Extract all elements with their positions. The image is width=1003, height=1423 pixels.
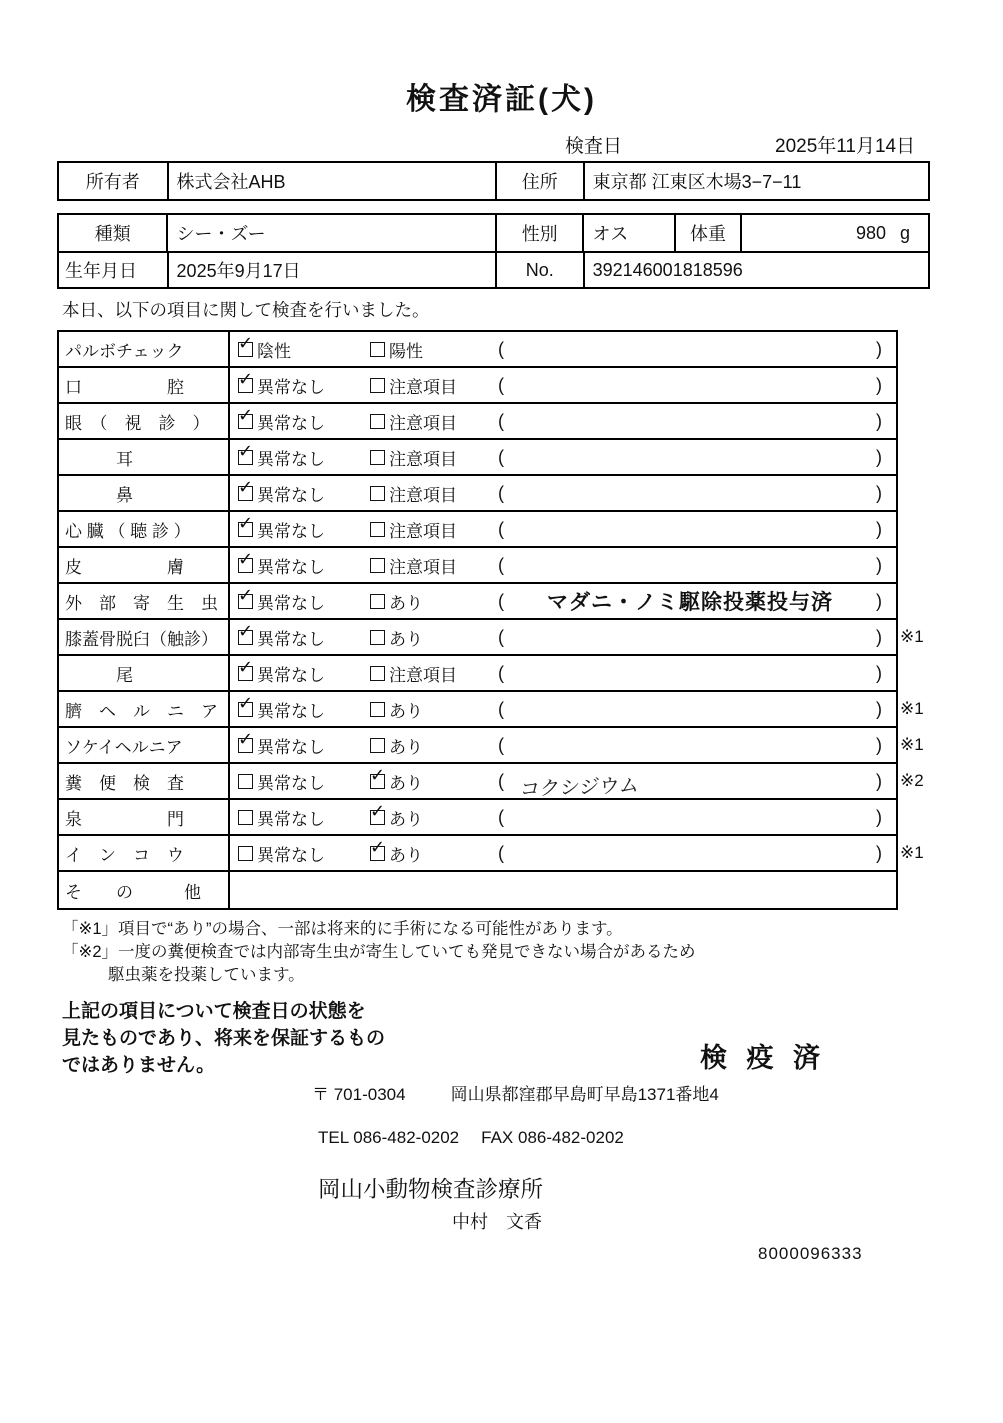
checkbox-caution[interactable] xyxy=(370,486,385,501)
checkbox-present[interactable] xyxy=(370,594,385,609)
clinic-address: 岡山県都窪郡早島町早島1371番地4 xyxy=(450,1085,719,1104)
option-normal xyxy=(238,476,325,510)
row-content xyxy=(230,512,896,546)
checkbox-label: 異常なし xyxy=(257,413,325,433)
birth-value: 2025年9月17日 xyxy=(167,253,495,287)
statement-text: 本日、以下の項目に関して検査を行いました。 xyxy=(62,300,430,320)
weight-unit: g xyxy=(899,222,910,243)
option-normal xyxy=(238,656,325,690)
footnotes xyxy=(62,918,696,987)
row-content xyxy=(230,584,896,618)
row-label: 口 腔 xyxy=(59,368,230,402)
remarks-field xyxy=(498,512,882,546)
inspection-table xyxy=(57,330,924,910)
row-label: 眼 （ 視 診 ） xyxy=(59,404,230,438)
sex-label: 性別 xyxy=(495,215,583,251)
table-row-skin xyxy=(59,548,896,584)
row-note: ※1 xyxy=(900,843,924,862)
table-row-inguinal-hernia xyxy=(59,728,924,764)
checkbox-caution[interactable] xyxy=(370,414,385,429)
sex-value: オス xyxy=(582,215,674,251)
checkbox-caution[interactable] xyxy=(370,378,385,393)
checkbox-normal[interactable] xyxy=(238,774,253,789)
no-value: 392146001818596 xyxy=(583,253,928,287)
disclaimer-line-1: 上記の項目について検査日の状態を xyxy=(62,1001,366,1022)
option-normal xyxy=(238,836,325,870)
checkbox-normal[interactable] xyxy=(238,666,253,681)
table-row-tail xyxy=(59,656,896,692)
checkbox-label: 注意項目 xyxy=(389,377,457,397)
remarks-field xyxy=(498,476,882,510)
checkbox-positive[interactable] xyxy=(370,342,385,357)
checkbox-label: 陽性 xyxy=(389,341,423,361)
checkbox-label: あり xyxy=(389,809,423,829)
option-caution xyxy=(370,476,457,510)
option-normal xyxy=(238,584,325,618)
postal-code: 〒 701-0304 xyxy=(312,1085,406,1104)
checkbox-label: あり xyxy=(389,593,423,613)
checkbox-normal[interactable] xyxy=(238,522,253,537)
row-note: ※2 xyxy=(900,771,924,790)
owner-row xyxy=(59,163,928,199)
weight-value xyxy=(740,215,928,251)
checkbox-label: 注意項目 xyxy=(389,557,457,577)
option-present xyxy=(370,584,423,618)
clinic-name: 岡山小動物検査診療所 xyxy=(318,1177,544,1202)
table-row-heart xyxy=(59,512,896,548)
checkbox-caution[interactable] xyxy=(370,522,385,537)
veterinarian-name: 中村 文香 xyxy=(452,1212,542,1232)
checkbox-caution[interactable] xyxy=(370,666,385,681)
disclaimer xyxy=(62,998,385,1079)
table-row-ears xyxy=(59,440,896,476)
address-value: 東京都 江東区木場3−7−11 xyxy=(583,163,928,199)
row-content xyxy=(230,836,896,870)
checkbox-label: あり xyxy=(389,629,423,649)
disclaimer-line-2: 見たものであり、将来を保証するもの xyxy=(62,1028,386,1049)
table-row-patella xyxy=(59,620,924,656)
option-present xyxy=(370,800,423,834)
row-content xyxy=(230,728,896,762)
checkbox-label: 異常なし xyxy=(257,629,325,649)
table-row-nose xyxy=(59,476,896,512)
row-content xyxy=(230,800,896,834)
remarks-field xyxy=(498,332,882,366)
row-content xyxy=(230,548,896,582)
remarks-field xyxy=(498,692,882,726)
row-content xyxy=(230,440,896,474)
checkbox-label: 異常なし xyxy=(257,521,325,541)
option-normal xyxy=(238,440,325,474)
row-content xyxy=(230,620,896,654)
checkbox-label: 異常なし xyxy=(257,701,325,721)
checkbox-label: 陰性 xyxy=(257,341,291,361)
checkbox-normal[interactable] xyxy=(238,630,253,645)
footnote-2b: 駆虫薬を投薬しています。 xyxy=(108,966,305,984)
owner-label: 所有者 xyxy=(85,172,140,192)
checkbox-normal[interactable] xyxy=(238,414,253,429)
checkbox-present[interactable] xyxy=(370,702,385,717)
birth-label: 生年月日 xyxy=(65,261,137,281)
tel-row xyxy=(318,1128,624,1148)
checkbox-present[interactable] xyxy=(370,774,385,789)
postal-row xyxy=(312,1080,719,1105)
footnote-1: 「※1」項目で“あり”の場合、一部は将来的に手術になる可能性があります。 xyxy=(62,920,623,938)
type-value: シー・ズー xyxy=(166,215,494,251)
checkbox-normal[interactable] xyxy=(238,378,253,393)
option-caution xyxy=(370,656,457,690)
option-caution xyxy=(370,548,457,582)
row-label: ソケイヘルニア xyxy=(59,728,230,762)
row-label: 臍 ヘ ル ニ ア xyxy=(59,692,230,726)
row-label: 外 部 寄 生 虫 xyxy=(59,584,230,618)
serial-number: 8000096333 xyxy=(758,1244,863,1263)
row-content xyxy=(230,332,896,366)
option-present xyxy=(370,764,423,798)
table-row-eyes xyxy=(59,404,896,440)
checkbox-present[interactable] xyxy=(370,810,385,825)
row-label: 膝蓋骨脱臼（触診） xyxy=(59,620,230,654)
checkbox-label: 注意項目 xyxy=(389,485,457,505)
checkbox-normal[interactable] xyxy=(238,594,253,609)
checkbox-negative[interactable] xyxy=(238,342,253,357)
option-normal xyxy=(238,368,325,402)
option-present xyxy=(370,728,423,762)
option-present xyxy=(370,836,423,870)
owner-table xyxy=(57,161,930,201)
table-row-fecal-exam xyxy=(59,764,924,801)
table-row-parvo xyxy=(59,332,896,368)
checkbox-caution[interactable] xyxy=(370,558,385,573)
checkbox-label: 異常なし xyxy=(257,809,325,829)
checkbox-label: 異常なし xyxy=(257,845,325,865)
option-caution xyxy=(370,440,457,474)
no-label: No. xyxy=(495,253,583,287)
row-label: 泉 門 xyxy=(59,800,230,834)
checkbox-present[interactable] xyxy=(370,738,385,753)
checkbox-normal[interactable] xyxy=(238,738,253,753)
checkbox-normal[interactable] xyxy=(238,810,253,825)
checkbox-normal[interactable] xyxy=(238,702,253,717)
checkbox-label: 異常なし xyxy=(257,557,325,577)
footnote-2: 「※2」一度の糞便検査では内部寄生虫が寄生していても発見できない場合があるため xyxy=(62,943,696,961)
row-content xyxy=(230,656,896,690)
checkbox-present[interactable] xyxy=(370,630,385,645)
remarks-field: ( マダニ・ノミ駆除投薬投与済 ) xyxy=(498,584,882,618)
option-normal xyxy=(238,512,325,546)
owner-value: 株式会社AHB xyxy=(167,163,495,199)
handwritten-note: ( コクシジウム xyxy=(518,774,641,801)
fax-number: FAX 086-482-0202 xyxy=(481,1128,624,1147)
remarks-field xyxy=(498,548,882,582)
table-row-inkou xyxy=(59,836,924,872)
option-normal xyxy=(238,692,325,726)
option-caution xyxy=(370,368,457,402)
option-present xyxy=(370,620,423,654)
table-row-mouth xyxy=(59,368,896,404)
row-content xyxy=(230,368,896,402)
row-label: 尾 xyxy=(59,656,230,690)
table-row-other xyxy=(59,872,896,908)
checkbox-label: あり xyxy=(389,737,423,757)
animal-table xyxy=(57,213,930,289)
remarks-field xyxy=(498,440,882,474)
checkbox-label: 異常なし xyxy=(257,449,325,469)
remarks-field xyxy=(498,368,882,402)
table-row-fontanelle xyxy=(59,800,896,836)
table-row-ectoparasites xyxy=(59,584,896,620)
checkbox-label: 異常なし xyxy=(257,773,325,793)
option-normal xyxy=(238,404,325,438)
checkbox-label: あり xyxy=(389,845,423,865)
animal-row-2 xyxy=(59,251,928,287)
checkbox-label: 注意項目 xyxy=(389,413,457,433)
checkbox-label: 注意項目 xyxy=(389,521,457,541)
row-note: ※1 xyxy=(900,699,924,718)
remarks-field xyxy=(498,620,882,654)
checkbox-normal[interactable] xyxy=(238,846,253,861)
checkbox-label: 異常なし xyxy=(257,665,325,685)
option-normal xyxy=(238,800,325,834)
remarks-field xyxy=(498,404,882,438)
remarks-field xyxy=(498,764,882,801)
weight-number: 980 xyxy=(855,222,886,243)
option-caution xyxy=(370,512,457,546)
table-row-umbilical-hernia xyxy=(59,692,924,728)
row-label: 糞 便 検 査 xyxy=(59,764,230,798)
remarks-field xyxy=(498,656,882,690)
page-title: 検査済証(犬) xyxy=(406,83,597,116)
remarks-field xyxy=(498,836,882,870)
row-label: 鼻 xyxy=(59,476,230,510)
option-normal xyxy=(238,728,325,762)
address-label: 住所 xyxy=(495,163,583,199)
inspection-date-label: 検査日 xyxy=(565,136,623,157)
row-content xyxy=(230,692,896,726)
option-positive xyxy=(370,332,423,366)
option-caution xyxy=(370,404,457,438)
checkbox-label: あり xyxy=(389,773,423,793)
disclaimer-line-3: ではありません。 xyxy=(62,1055,216,1076)
row-content xyxy=(230,476,896,510)
row-label: そ の 他 xyxy=(59,872,230,908)
row-label: 皮 膚 xyxy=(59,548,230,582)
checkbox-label: 注意項目 xyxy=(389,665,457,685)
checkbox-label: 異常なし xyxy=(257,485,325,505)
animal-row-1 xyxy=(59,215,928,251)
inspection-date-value: 2025年11月14日 xyxy=(775,136,916,157)
checkbox-normal[interactable] xyxy=(238,450,253,465)
row-label: イ ン コ ウ xyxy=(59,836,230,870)
option-negative xyxy=(238,332,291,366)
checkbox-present[interactable] xyxy=(370,846,385,861)
remarks-field xyxy=(498,800,882,834)
weight-label: 体重 xyxy=(674,215,740,251)
row-content xyxy=(230,404,896,438)
quarantine-stamp: 検 疫 済 xyxy=(700,1043,827,1073)
option-normal xyxy=(238,620,325,654)
checkbox-label: 異常なし xyxy=(257,737,325,757)
checkbox-label: あり xyxy=(389,701,423,721)
option-normal xyxy=(238,548,325,582)
type-label: 種類 xyxy=(94,224,131,244)
option-normal xyxy=(238,764,325,798)
checkbox-normal[interactable] xyxy=(238,558,253,573)
remarks-field xyxy=(498,728,882,762)
row-note: ※1 xyxy=(900,735,924,754)
row-label: パルボチェック xyxy=(59,332,230,366)
row-content xyxy=(230,764,896,801)
option-present xyxy=(370,692,423,726)
row-note: ※1 xyxy=(900,627,924,646)
tel-number: TEL 086-482-0202 xyxy=(318,1128,460,1147)
checkbox-label: 注意項目 xyxy=(389,449,457,469)
checkbox-label: 異常なし xyxy=(257,593,325,613)
checkbox-normal[interactable] xyxy=(238,486,253,501)
row-label: 心 臓 （ 聴 診 ） xyxy=(59,512,230,546)
row-label: 耳 xyxy=(59,440,230,474)
row-content xyxy=(230,872,896,908)
checkbox-label: 異常なし xyxy=(257,377,325,397)
checkbox-caution[interactable] xyxy=(370,450,385,465)
